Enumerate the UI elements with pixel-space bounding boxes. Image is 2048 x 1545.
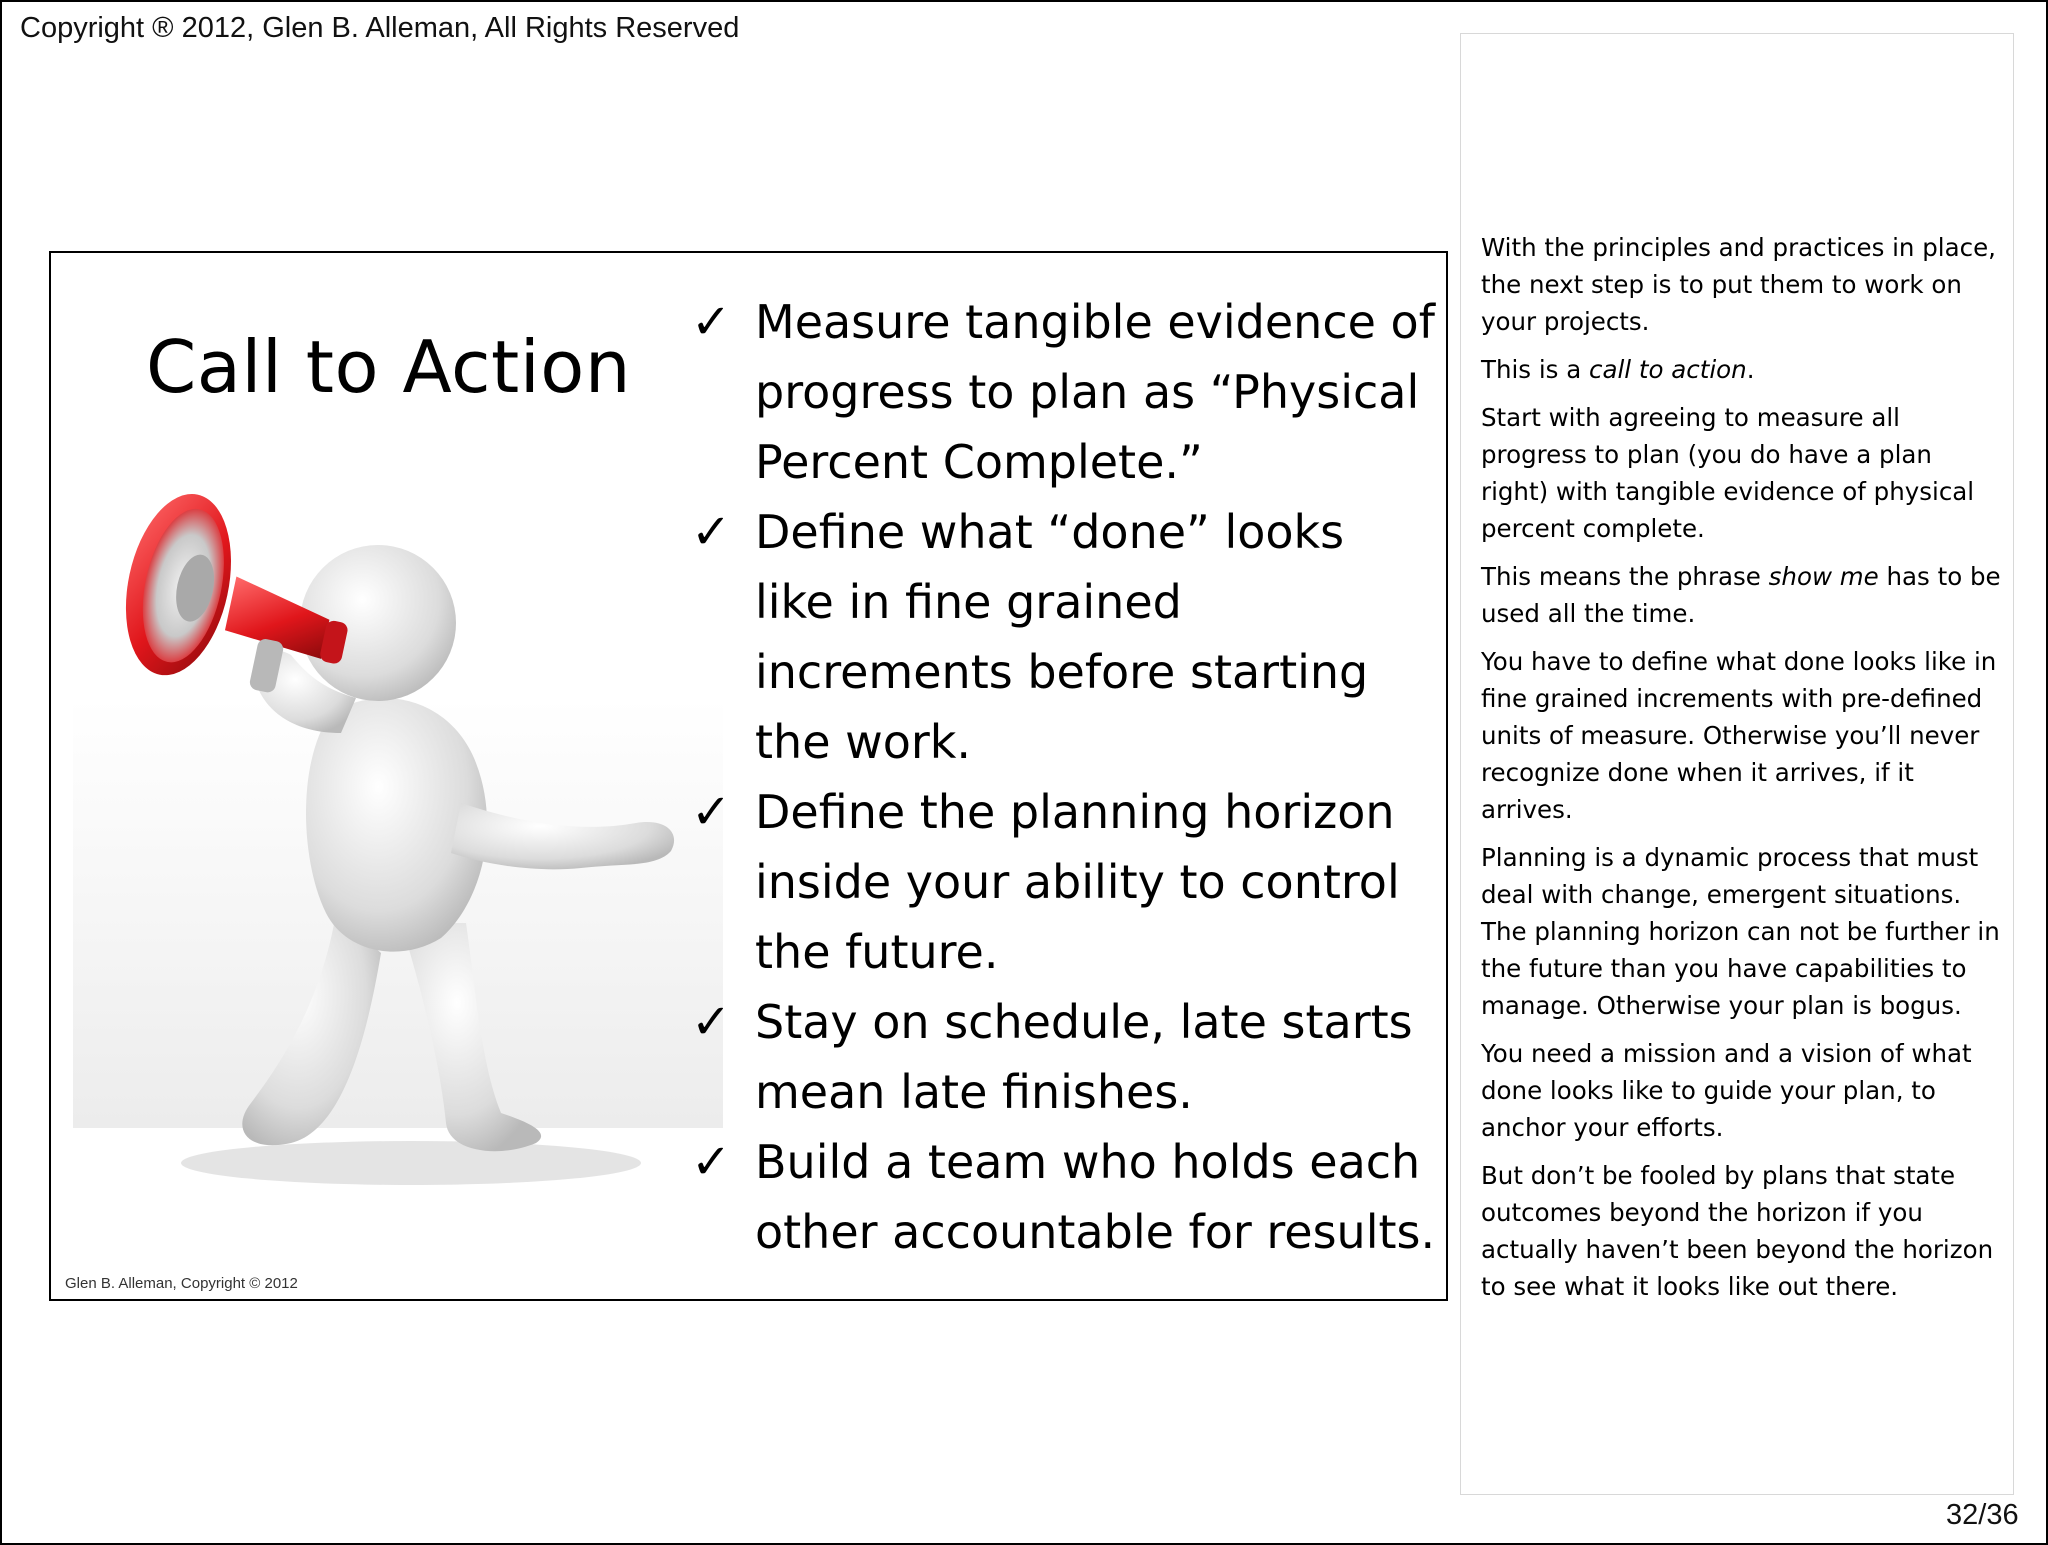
notes-text-run: This means the phrase: [1481, 562, 1769, 591]
checkmark-icon: ✓: [691, 784, 732, 840]
checkmark-icon: ✓: [691, 294, 732, 350]
copyright-header: Copyright ® 2012, Glen B. Alleman, All Rights Reserved: [20, 12, 740, 44]
notes-paragraph: But don’t be fooled by plans that state outcomes beyond the horizon if you actually haven’t been beyond the horizon to see what it looks like out there.: [1481, 1161, 1994, 1301]
bullet-item: [691, 1127, 1436, 1267]
slide-footer: Glen B. Alleman, Copyright © 2012: [65, 1275, 298, 1292]
notes-text-run: .: [1746, 355, 1755, 384]
page-number: 32/36: [1946, 1499, 2019, 1531]
checkmark-icon: ✓: [691, 994, 732, 1050]
notes-emphasis: call to action: [1589, 355, 1747, 384]
bullet-item: [691, 287, 1436, 497]
notes-paragraph: [1481, 558, 2006, 632]
notes-paragraph: With the principles and practices in place, the next step is to put them to work on your projects.: [1481, 233, 1996, 336]
bullet-text: Stay on schedule, late starts mean late finishes.: [755, 995, 1413, 1119]
back-leg: [242, 913, 381, 1145]
slide: [49, 251, 1448, 1301]
notes-text-run: This is a: [1481, 355, 1590, 384]
slide-title: Call to Action: [146, 325, 631, 409]
notes-paragraph: You have to define what done looks like in fine grained increments with pre-defined units of measure. Otherwise you’ll never recognize done when it arrives, if it arrives.: [1481, 647, 1997, 824]
speaker-notes-panel: [1460, 33, 2014, 1495]
checkmark-icon: ✓: [691, 504, 732, 560]
person-with-megaphone-icon: [81, 483, 741, 1203]
bullet-text: Build a team who holds each other accountable for results.: [755, 1135, 1436, 1259]
bullet-text: Measure tangible evidence of progress to plan as “Physical Percent Complete.”: [755, 295, 1435, 489]
notes-paragraph: Start with agreeing to measure all progress to plan (you do have a plan right) with tangible evidence of physical percent complete.: [1481, 403, 1975, 543]
notes-emphasis: show me: [1768, 562, 1879, 591]
notes-paragraph: You need a mission and a vision of what done looks like to guide your plan, to anchor your efforts.: [1481, 1039, 1972, 1142]
bullet-text: Define what “done” looks like in fine grained increments before starting the work.: [755, 505, 1369, 769]
bullet-item: [691, 497, 1436, 777]
notes-paragraph: Planning is a dynamic process that must deal with change, emergent situations. The planning horizon can not be further in the future than you have capabilities to manage. Otherwise your plan is bogus.: [1481, 843, 2000, 1020]
checkmark-icon: ✓: [691, 1134, 732, 1190]
front-leg: [401, 923, 541, 1151]
shadow: [181, 1141, 641, 1185]
bullet-list: [691, 287, 1436, 1267]
notes-text-run: has to be used all the time.: [1481, 562, 2001, 628]
bullet-text: Define the planning horizon inside your ability to control the future.: [755, 785, 1400, 979]
open-arm: [451, 803, 674, 869]
bullet-item: [691, 987, 1436, 1127]
speaker-notes: [1481, 229, 2006, 1316]
bullet-item: [691, 777, 1436, 987]
notes-paragraph: [1481, 351, 2006, 388]
